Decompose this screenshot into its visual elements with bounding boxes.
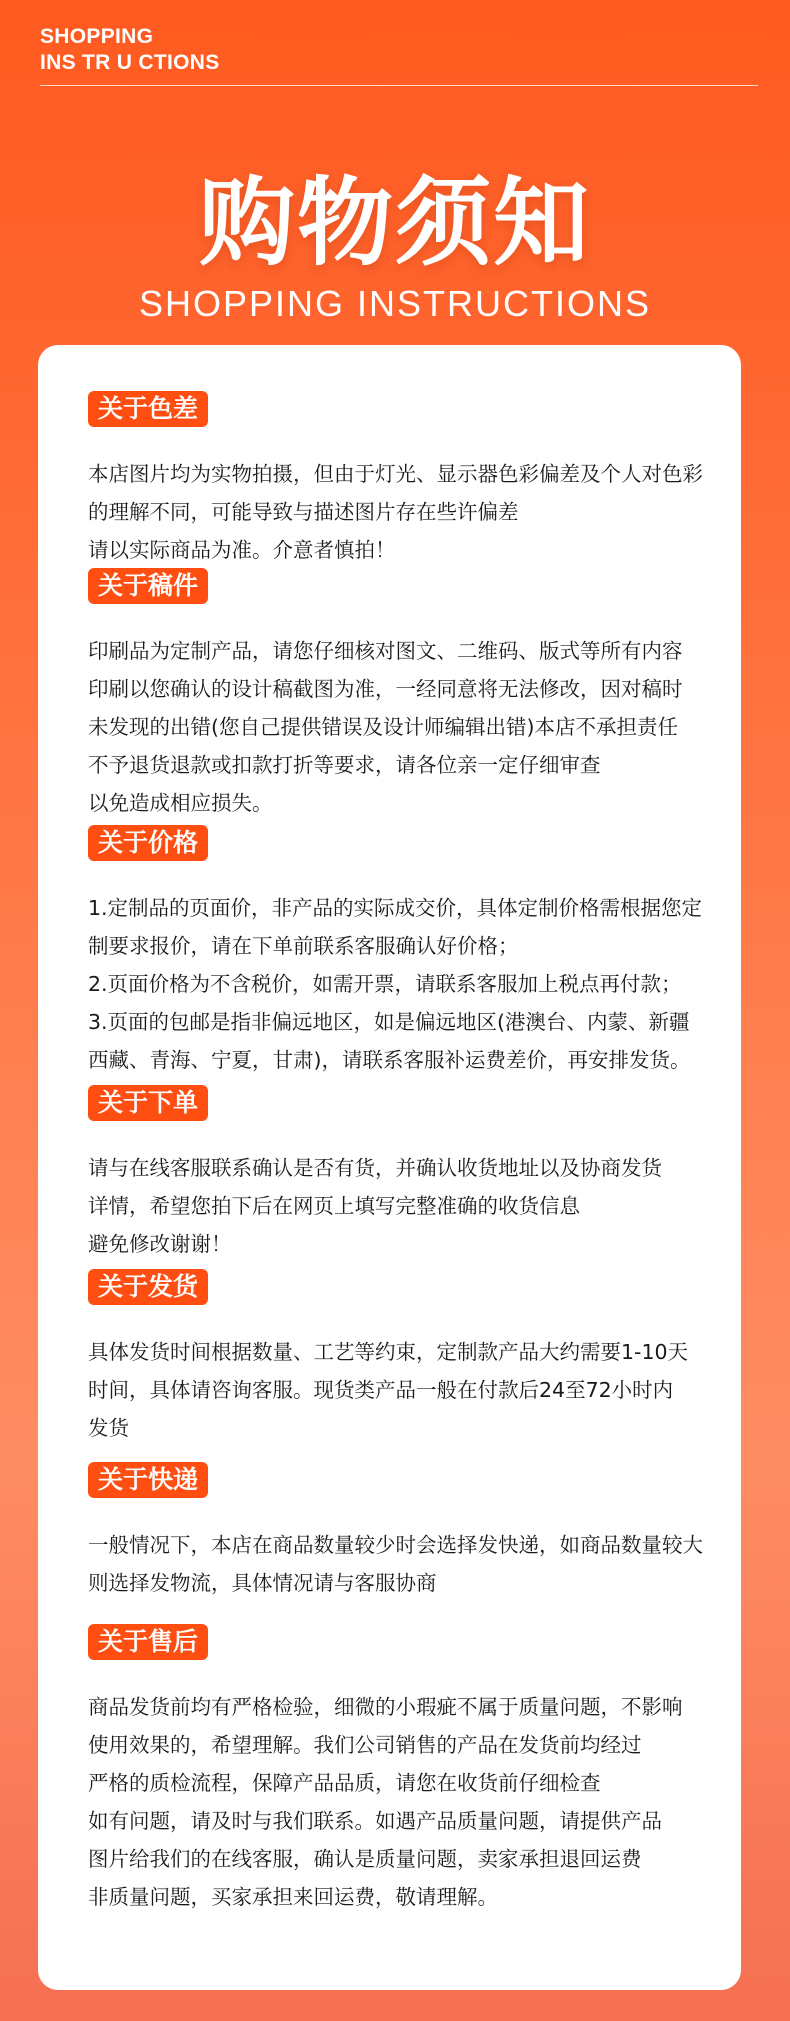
corner-title (40, 24, 220, 76)
section-text-line: 未发现的出错(您自己提供错误及设计师编辑出错)本店不承担责任 (88, 715, 678, 739)
page-title: 购物须知 (199, 167, 591, 279)
section-heading-badge: 关于发货 (88, 1269, 208, 1305)
corner-title-line1: SHOPPING (40, 25, 154, 48)
section-text-line: 请以实际商品为准。介意者慎拍！ (88, 538, 396, 562)
section-courier (88, 1462, 728, 1602)
section-heading-badge: 关于稿件 (88, 568, 208, 604)
section-heading-badge: 关于色差 (88, 391, 208, 427)
section-ordering (88, 1085, 728, 1263)
section-text-line: 非质量问题，买家承担来回运费，敬请理解。 (88, 1885, 498, 1909)
section-text-line: 印刷品为定制产品，请您仔细核对图文、二维码、版式等所有内容 (88, 639, 683, 663)
section-text-line: 则选择发物流，具体情况请与客服协商 (88, 1571, 437, 1595)
section-text-line: 1.定制品的页面价，非产品的实际成交价，具体定制价格需根据您定 (88, 896, 703, 920)
section-after-sales (88, 1624, 728, 1916)
section-text-line: 本店图片均为实物拍摄，但由于灯光、显示器色彩偏差及个人对色彩 (88, 462, 703, 486)
section-text-line: 的理解不同，可能导致与描述图片存在些许偏差 (88, 500, 519, 524)
section-text-line: 图片给我们的在线客服，确认是质量问题，卖家承担退回运费 (88, 1847, 642, 1871)
section-text-line: 2.页面价格为不含税价，如需开票，请联系客服加上税点再付款； (88, 972, 682, 996)
section-shipping (88, 1269, 728, 1447)
corner-title-line2: INS TR U CTIONS (40, 51, 220, 74)
section-text-line: 如有问题，请及时与我们联系。如遇产品质量问题，请提供产品 (88, 1809, 662, 1833)
section-price (88, 825, 728, 1079)
section-text-line: 发货 (88, 1416, 129, 1440)
section-color-difference (88, 391, 728, 569)
section-text-line: 详情，希望您拍下后在网页上填写完整准确的收货信息 (88, 1194, 580, 1218)
section-text-line: 严格的质检流程，保障产品品质，请您在收货前仔细检查 (88, 1771, 601, 1795)
section-text-line: 西藏、青海、宁夏，甘肃)，请联系客服补运费差价，再安排发货。 (88, 1048, 691, 1072)
section-text-line: 3.页面的包邮是指非偏远地区，如是偏远地区(港澳台、内蒙、新疆 (88, 1010, 690, 1034)
section-text-line: 使用效果的，希望理解。我们公司销售的产品在发货前均经过 (88, 1733, 642, 1757)
section-text-line: 不予退货退款或扣款打折等要求，请各位亲一定仔细审查 (88, 753, 601, 777)
section-text-line: 制要求报价，请在下单前联系客服确认好价格； (88, 934, 519, 958)
section-text-line: 一般情况下，本店在商品数量较少时会选择发快递，如商品数量较大 (88, 1533, 703, 1557)
section-heading-badge: 关于价格 (88, 825, 208, 861)
section-text-line: 以免造成相应损失。 (88, 791, 273, 815)
section-text-line: 避免修改谢谢！ (88, 1232, 232, 1256)
section-heading-badge: 关于售后 (88, 1624, 208, 1660)
section-text-line: 时间，具体请咨询客服。现货类产品一般在付款后24至72小时内 (88, 1378, 674, 1402)
section-text-line: 商品发货前均有严格检验，细微的小瑕疵不属于质量问题，不影响 (88, 1695, 683, 1719)
page-subtitle: SHOPPING INSTRUCTIONS (138, 283, 652, 324)
section-text-line: 具体发货时间根据数量、工艺等约束，定制款产品大约需要1-10天 (88, 1340, 689, 1364)
section-artwork (88, 568, 728, 822)
section-text-line: 印刷以您确认的设计稿截图为准，一经同意将无法修改，因对稿时 (88, 677, 683, 701)
section-heading-badge: 关于下单 (88, 1085, 208, 1121)
section-text-line: 请与在线客服联系确认是否有货，并确认收货地址以及协商发货 (88, 1156, 662, 1180)
header-divider (40, 85, 758, 86)
instructions-card (38, 345, 741, 1990)
section-heading-badge: 关于快递 (88, 1462, 208, 1498)
